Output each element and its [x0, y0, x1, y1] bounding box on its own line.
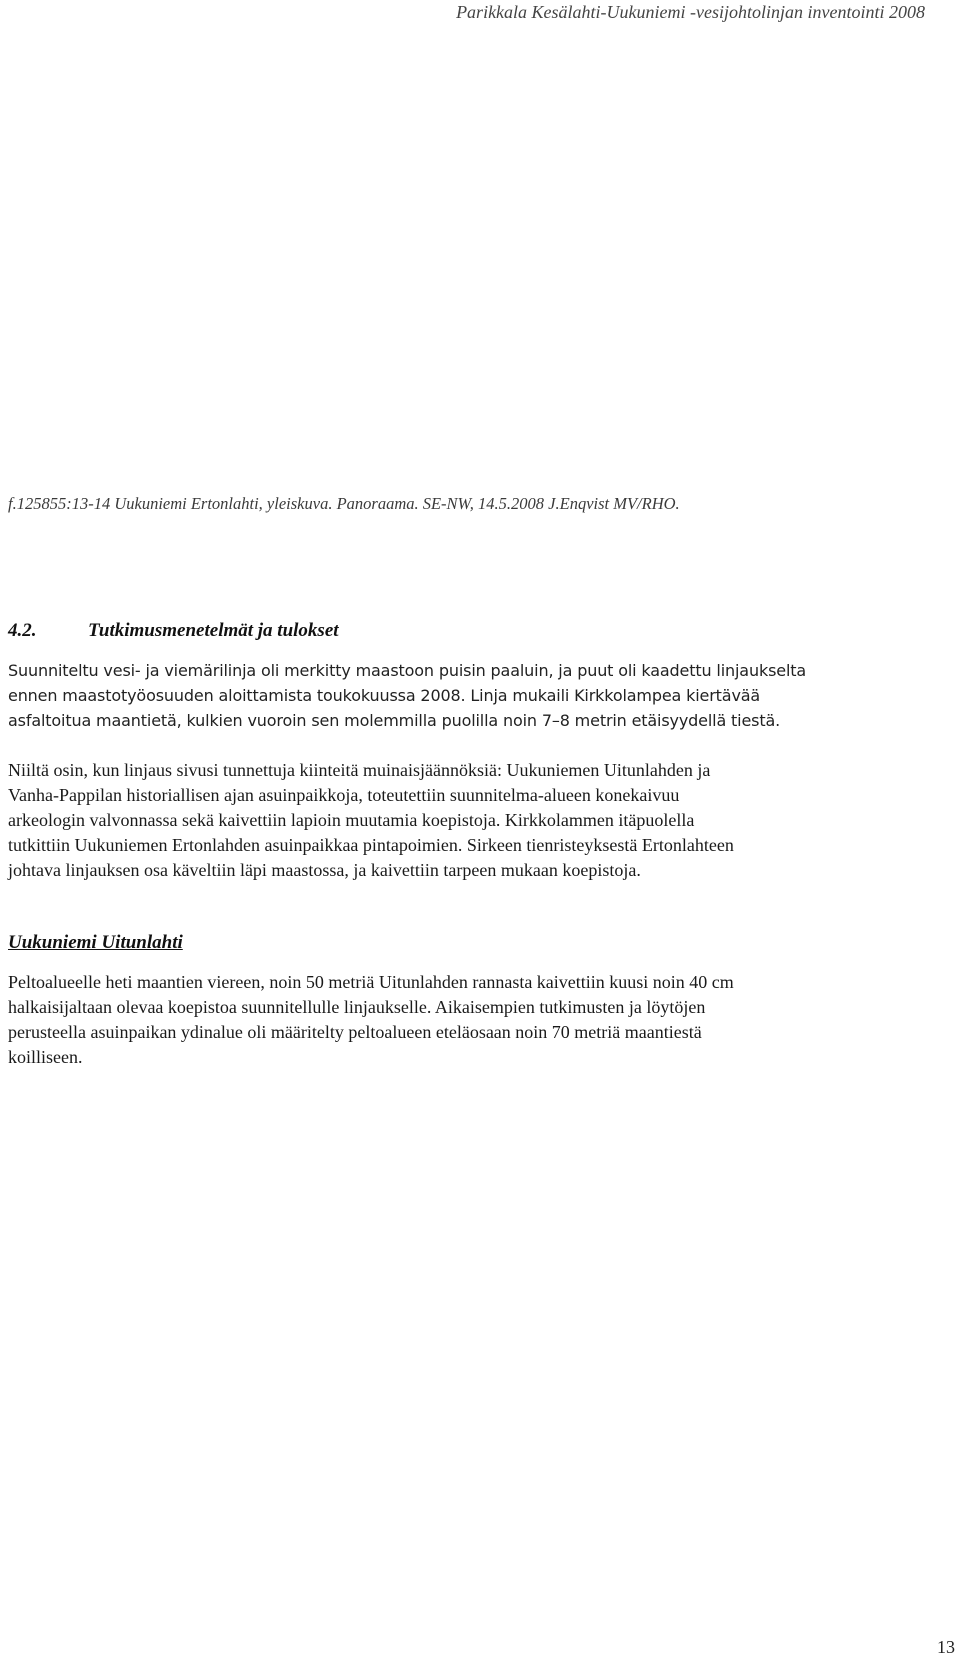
methods-paragraph-1	[8, 658, 943, 733]
section-number: 4.2.	[8, 620, 37, 641]
text-line: Suunniteltu vesi- ja viemärilinja oli merkitty maastoon puisin paaluin, ja puut oli kaadettu linjaukselta	[8, 661, 807, 680]
text-line: Niiltä osin, kun linjaus sivusi tunnettuja kiinteitä muinaisjäännöksiä: Uukuniemen Uitunlahden ja	[8, 760, 711, 780]
text-line: Vanha-Pappilan historiallisen ajan asuinpaikkoja, toteutettiin suunnitelma-alueen konekaivuu	[8, 785, 680, 805]
section-heading	[8, 620, 339, 642]
text-line: halkaisijaltaan olevaa koepistoa suunnitellulle linjaukselle. Aikaisempien tutkimusten ja löytöjen	[8, 997, 706, 1017]
uitunlahti-paragraph	[8, 970, 943, 1070]
text-line: johtava linjauksen osa käveltiin läpi maastossa, ja kaivettiin tarpeen mukaan koepistoja.	[8, 860, 641, 880]
figure-caption: f.125855:13-14 Uukuniemi Ertonlahti, yleiskuva. Panoraama. SE-NW, 14.5.2008 J.Enqvist MV/RHO.	[8, 494, 680, 513]
text-line: asfaltoitua maantietä, kulkien vuoroin sen molemmilla puolilla noin 7–8 metrin etäisyydellä tiestä.	[8, 711, 781, 730]
section-title: Tutkimusmenetelmät ja tulokset	[88, 620, 339, 641]
text-line: ennen maastotyöosuuden aloittamista toukokuussa 2008. Linja mukaili Kirkkolampea kiertävää	[8, 686, 761, 705]
page-number: 13	[937, 1637, 955, 1657]
text-line: perusteella asuinpaikan ydinalue oli määritelty peltoalueen eteläosaan noin 70 metriä maantiestä	[8, 1022, 702, 1042]
text-line: tutkittiin Uukuniemen Ertonlahden asuinpaikkaa pintapoimien. Sirkeen tienristeyksestä Ertonlahteen	[8, 835, 734, 855]
subsection-heading: Uukuniemi Uitunlahti	[8, 932, 183, 953]
text-line: Peltoalueelle heti maantien viereen, noin 50 metriä Uitunlahden rannasta kaivettiin kuusi noin 40 cm	[8, 972, 734, 992]
running-header: Parikkala Kesälahti-Uukuniemi -vesijohtolinjan inventointi 2008	[456, 2, 925, 22]
panorama-photo-area	[8, 40, 920, 480]
text-line: koilliseen.	[8, 1047, 83, 1067]
text-line: arkeologin valvonnassa sekä kaivettiin lapioin muutamia koepistoja. Kirkkolammen itäpuolella	[8, 810, 695, 830]
methods-paragraph-2	[8, 758, 943, 883]
